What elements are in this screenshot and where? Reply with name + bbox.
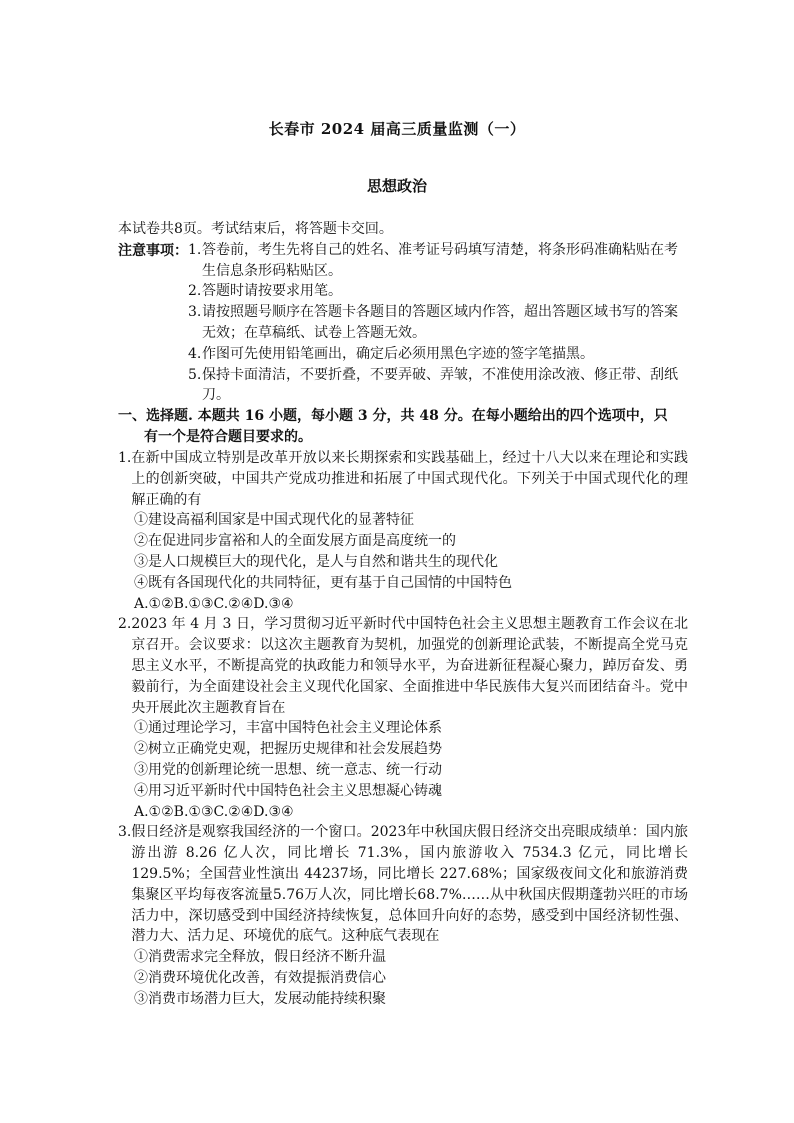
notice-label: 注意事项：	[118, 242, 188, 259]
exam-title: 长春市 2024 届高三质量监测（一）	[268, 120, 526, 138]
notice-item-num: 1.	[188, 241, 202, 258]
question-text: 2023 年 4 月 3 日，学习贯彻习近平新时代中国特色社会主义思想主题教育工作会议在北京召开。会议要求：以这次主题教育为契机，加强党的创新理论武装，不断提高全党马克思主义水平，不断提高党的执政能力和领导水平，为奋进新征程凝心聚力，踔厉奋发、勇毅前行，为全面建设社会主义现代化国家、全面推进中华民族伟大复兴而团结奋斗。党中央开展此次主题教育旨在	[131, 616, 688, 716]
notice-block	[118, 240, 688, 406]
notice-item-text: 作图可先使用铅笔画出，确定后必须用黑色字迹的签字笔描黑。	[202, 345, 594, 362]
question-1	[118, 448, 688, 614]
question-2	[118, 614, 688, 822]
answer-choices: A.①②B.①③C.②④D.③④	[134, 803, 294, 820]
notice-list	[188, 240, 688, 406]
answer-choices: A.①②B.①③C.②④D.③④	[134, 595, 294, 612]
notice-item	[128, 302, 688, 344]
question-stem	[118, 448, 688, 510]
notice-item	[128, 344, 688, 365]
question-option: ④用习近平新时代中国特色社会主义思想凝心铸魂	[134, 782, 442, 799]
question-number: 2.	[118, 616, 132, 633]
notice-item-text: 请按照题号顺序在答题卡各题目的答题区域内作答，超出答题区域书写的答案无效；在草稿纸、试卷上答题无效。	[202, 304, 678, 341]
subject-title: 思想政治	[366, 177, 427, 195]
section-heading	[118, 406, 688, 448]
notice-item-num: 3.	[188, 304, 202, 321]
notice-item-num: 4.	[188, 345, 202, 362]
question-option: ④既有各国现代化的共同特征，更有基于自己国情的中国特色	[134, 574, 512, 591]
question-option: ②树立正确党史观，把握历史规律和社会发展趋势	[134, 741, 442, 758]
section-heading-line2: 有一个是符合题目要求的。	[144, 428, 312, 445]
question-option: ①建设高福利国家是中国式现代化的显著特征	[134, 512, 414, 529]
question-text: 在新中国成立特别是改革开放以来长期探索和实践基础上，经过十八大以来在理论和实践上的创新突破，中国共产党成功推进和拓展了中国式现代化。下列关于中国式现代化的理解正确的有	[131, 449, 688, 508]
intro-text: 本试卷共8页。考试结束后，将答题卡交回。	[118, 221, 393, 237]
notice-item-text: 保持卡面清洁，不要折叠，不要弄破、弄皱，不准使用涂改液、修正带、刮纸刀。	[202, 366, 678, 404]
question-stem	[118, 614, 688, 718]
question-number: 1.	[118, 449, 132, 466]
question-option: ②在促进同步富裕和人的全面发展方面是高度统一的	[134, 533, 456, 550]
question-text: 假日经济是观察我国经济的一个窗口。2023年中秋国庆假日经济交出亮眼成绩单：国内旅游出游 8.26 亿人次，同比增长 71.3%，国内旅游收入 7534.3 亿元，同比增长 129.5%；全国营业性演出 44237场，同比增长 227.68%；国家级夜间文化和旅游消费集聚区平均每夜客流量5.76万人次，同比增长68.7%……从中秋国庆假期蓬勃兴旺的市场活力中，深切感受到中国经济持续恢复，总体回升向好的态势，感受到中国经济韧性强、潜力大、活力足、环境优的底气。这种底气表现在	[131, 824, 688, 945]
notice-item	[128, 365, 688, 407]
notice-item	[128, 240, 688, 282]
question-option: ③是人口规模巨大的现代化，是人与自然和谐共生的现代化	[134, 553, 498, 570]
question-option: ①通过理论学习，丰富中国特色社会主义理论体系	[134, 720, 442, 737]
notice-item-text: 答卷前，考生先将自己的姓名、准考证号码填写清楚，将条形码准确粘贴在考生信息条形码粘贴区。	[202, 241, 678, 279]
notice-item-num: 5.	[188, 366, 202, 383]
notice-item	[128, 281, 688, 302]
question-stem	[118, 822, 688, 947]
question-option: ③用党的创新理论统一思想、统一意志、统一行动	[134, 761, 442, 778]
question-number: 3.	[118, 824, 132, 841]
question-option: ①消费需求完全释放，假日经济不断升温	[134, 949, 386, 966]
question-3	[118, 822, 688, 1009]
notice-item-num: 2.	[188, 283, 202, 300]
exam-body	[118, 219, 688, 1009]
notice-item-text: 答题时请按要求用笔。	[202, 283, 342, 300]
question-option: ②消费环境优化改善，有效提振消费信心	[134, 969, 386, 986]
section-heading-line1: 一、选择题. 本题共 16 小题，每小题 3 分，共 48 分。在每小题给出的四个选项中，只	[118, 408, 668, 425]
question-option: ③消费市场潜力巨大，发展动能持续积聚	[134, 990, 386, 1007]
